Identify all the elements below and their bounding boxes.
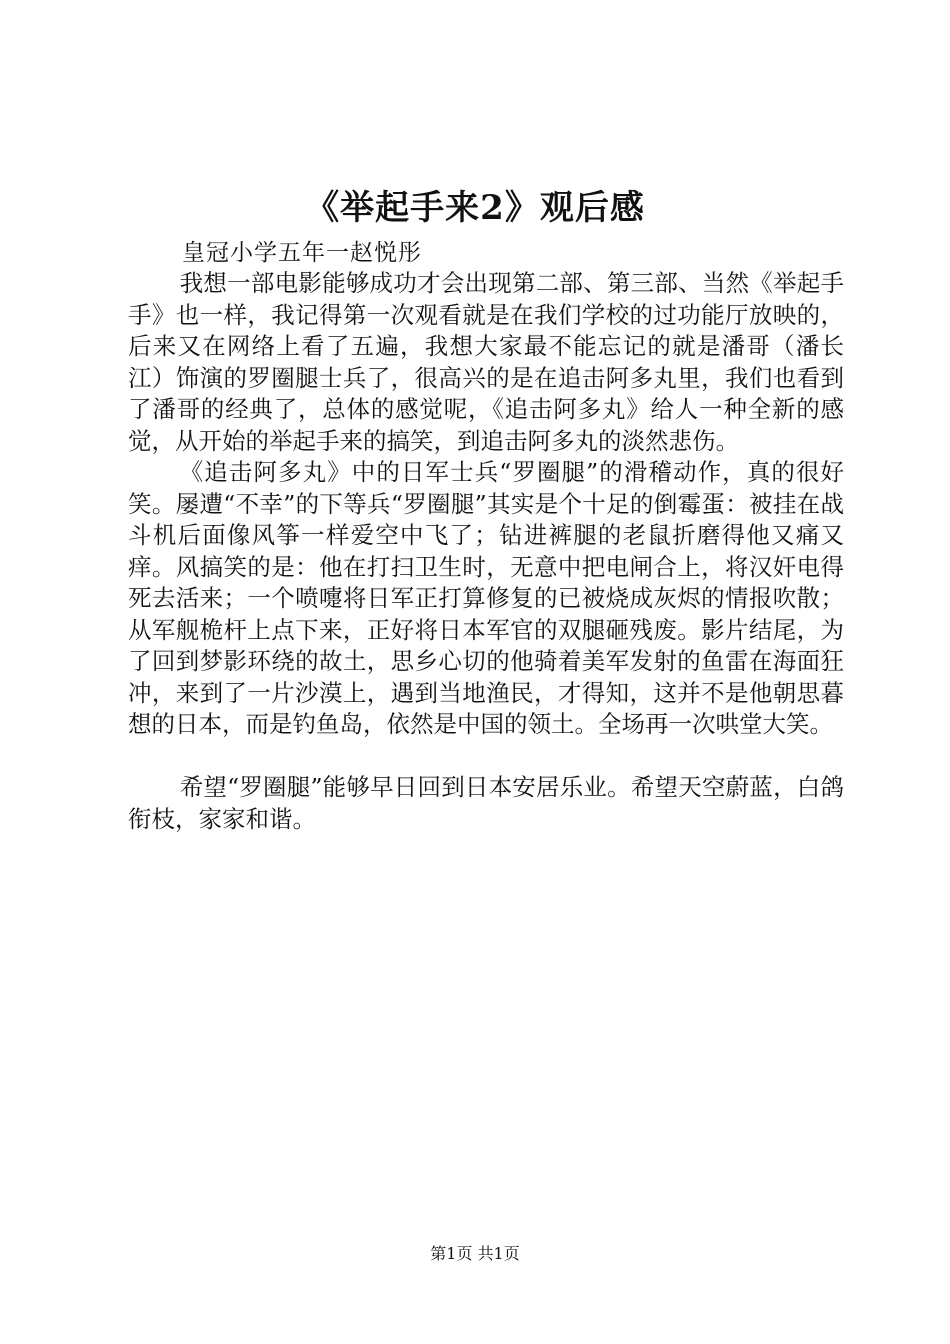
- author-line: 皇冠小学五年一赵悦彤: [182, 240, 422, 266]
- paragraph-2: 《追击阿多丸》中的日军士兵“罗圈腿”的滑稽动作，真的很好笑。屡遭“不幸”的下等兵“罗圈腿”其实是个十足的倒霉蛋：被挂在战斗机后面像风筝一样爱空中飞了；钻进裤腿的老鼠折磨得他又痛又痒。风搞笑的是：他在打扫卫生时，无意中把电闸合上，将汉奸电得死去活来；一个喷嚏将日军正打算修复的已被烧成灰烬的情报吹散；从军舰桅杆上点下来，正好将日本军官的双腿砸残废。影片结尾，为了回到梦影环绕的故土，思乡心切的他骑着美军发射的鱼雷在海面狂冲，来到了一片沙漠上，遇到当地渔民，才得知，这并不是他朝思暮想的日本，而是钓鱼岛，依然是中国的领土。全场再一次哄堂大笑。: [128, 458, 844, 738]
- page-footer: 第1页 共1页: [430, 1244, 520, 1263]
- paragraph-3: 希望“罗圈腿”能够早日回到日本安居乐业。希望天空蔚蓝，白鸽衔枝，家家和谐。: [128, 773, 844, 833]
- document-body: [128, 268, 844, 835]
- document-title: 《举起手来2》观后感: [305, 188, 645, 228]
- paragraph-1: 我想一部电影能够成功才会出现第二部、第三部、当然《举起手手》也一样，我记得第一次观看就是在我们学校的过功能厅放映的，后来又在网络上看了五遍，我想大家最不能忘记的就是潘哥（潘长江）饰演的罗圈腿士兵了，很高兴的是在追击阿多丸里，我们也看到了潘哥的经典了，总体的感觉呢，《追击阿多丸》给人一种全新的感觉，从开始的举起手来的搞笑，到追击阿多丸的淡然悲伤。: [128, 269, 844, 455]
